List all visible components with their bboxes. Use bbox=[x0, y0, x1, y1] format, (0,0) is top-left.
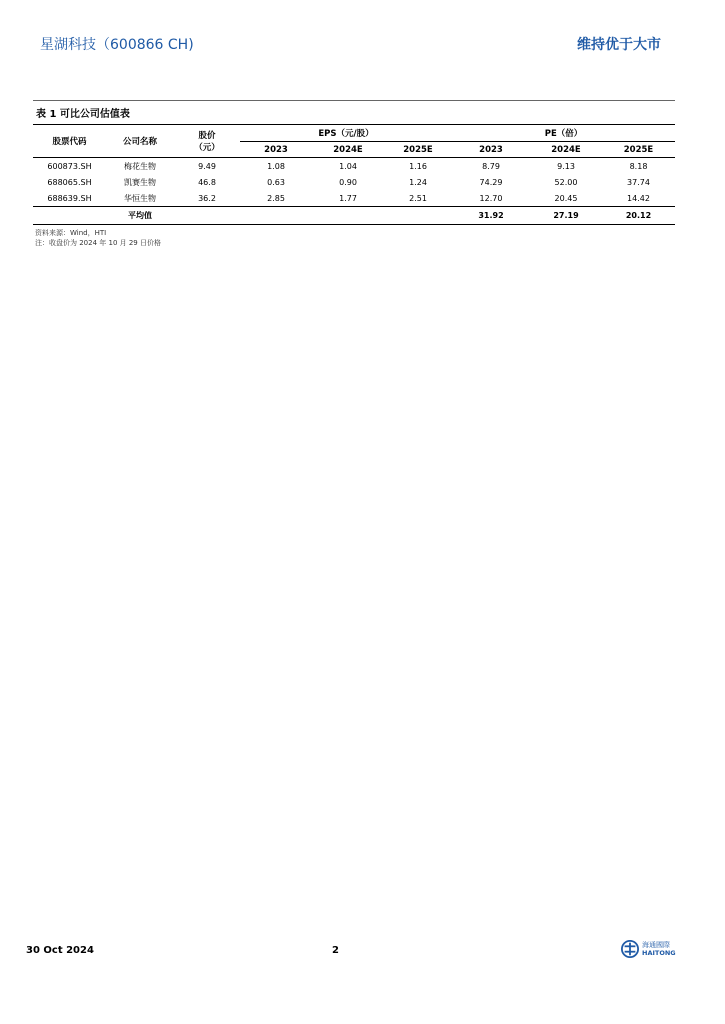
cell-name: 梅花生物 bbox=[124, 161, 156, 171]
cell-code: 688639.SH bbox=[47, 193, 92, 203]
header-year: 2024E bbox=[530, 142, 602, 158]
cell-pe: 9.13 bbox=[557, 161, 575, 171]
header-name: 公司名称 bbox=[106, 125, 174, 158]
cell-pe: 37.74 bbox=[627, 177, 650, 187]
table-notes bbox=[33, 228, 675, 248]
table-row bbox=[33, 174, 675, 190]
table-title: 表 1 可比公司估值表 bbox=[33, 100, 675, 125]
cell-eps: 1.16 bbox=[409, 161, 427, 171]
header-eps-group: EPS（元/股） bbox=[240, 125, 452, 142]
cell-pe: 8.18 bbox=[629, 161, 648, 171]
header-year: 2025E bbox=[384, 142, 452, 158]
header-year: 2024E bbox=[312, 142, 384, 158]
header-price-line2: （元） bbox=[194, 143, 220, 153]
valuation-table-section bbox=[33, 100, 675, 248]
table-row bbox=[33, 190, 675, 207]
cell-name: 华恒生物 bbox=[124, 193, 156, 203]
header-code: 股票代码 bbox=[33, 125, 106, 158]
header-year: 2023 bbox=[452, 142, 530, 158]
cell-eps: 1.04 bbox=[339, 161, 357, 171]
logo-cn-text: 海通國際 bbox=[642, 941, 670, 949]
price-note: 注：收盘价为 2024 年 10 月 29 日价格 bbox=[35, 239, 161, 247]
average-pe: 27.19 bbox=[530, 207, 602, 225]
cell-code: 600873.SH bbox=[47, 161, 92, 171]
cell-eps: 0.90 bbox=[339, 177, 357, 187]
cell-price: 36.2 bbox=[198, 193, 216, 203]
valuation-table bbox=[33, 125, 675, 225]
header-price-line1: 股价 bbox=[198, 131, 216, 141]
cell-pe: 12.70 bbox=[479, 193, 503, 203]
cell-eps: 1.08 bbox=[267, 161, 285, 171]
rating-slogan: 维持优于大市 bbox=[577, 37, 661, 53]
cell-pe: 52.00 bbox=[554, 177, 578, 187]
cell-eps: 1.77 bbox=[339, 193, 357, 203]
header-price bbox=[174, 125, 240, 158]
average-pe: 20.12 bbox=[602, 207, 675, 225]
footer-date: 30 Oct 2024 bbox=[26, 945, 94, 956]
logo-en-text: HAITONG bbox=[642, 949, 676, 957]
average-row bbox=[33, 207, 675, 225]
cell-pe: 8.79 bbox=[482, 161, 500, 171]
cell-pe: 14.42 bbox=[627, 193, 650, 203]
header-year: 2023 bbox=[240, 142, 312, 158]
header-pe-group: PE（倍） bbox=[452, 125, 675, 142]
average-label: 平均值 bbox=[106, 207, 174, 225]
haitong-logo-icon bbox=[621, 940, 639, 958]
cell-eps: 1.24 bbox=[409, 177, 427, 187]
cell-eps: 0.63 bbox=[267, 177, 285, 187]
cell-pe: 20.45 bbox=[554, 193, 578, 203]
haitong-logo bbox=[621, 940, 676, 958]
cell-pe: 74.29 bbox=[479, 177, 503, 187]
source-note: 资料来源：Wind，HTI bbox=[35, 229, 107, 237]
company-ticker: 星湖科技（600866 CH) bbox=[40, 37, 194, 53]
cell-price: 46.8 bbox=[198, 177, 216, 187]
cell-eps: 2.51 bbox=[409, 193, 427, 203]
cell-price: 9.49 bbox=[198, 161, 216, 171]
table-row bbox=[33, 158, 675, 175]
cell-eps: 2.85 bbox=[267, 193, 285, 203]
average-pe: 31.92 bbox=[452, 207, 530, 225]
header-year: 2025E bbox=[602, 142, 675, 158]
page-number: 2 bbox=[332, 945, 339, 956]
cell-code: 688065.SH bbox=[47, 177, 92, 187]
cell-name: 凯赛生物 bbox=[124, 177, 156, 187]
